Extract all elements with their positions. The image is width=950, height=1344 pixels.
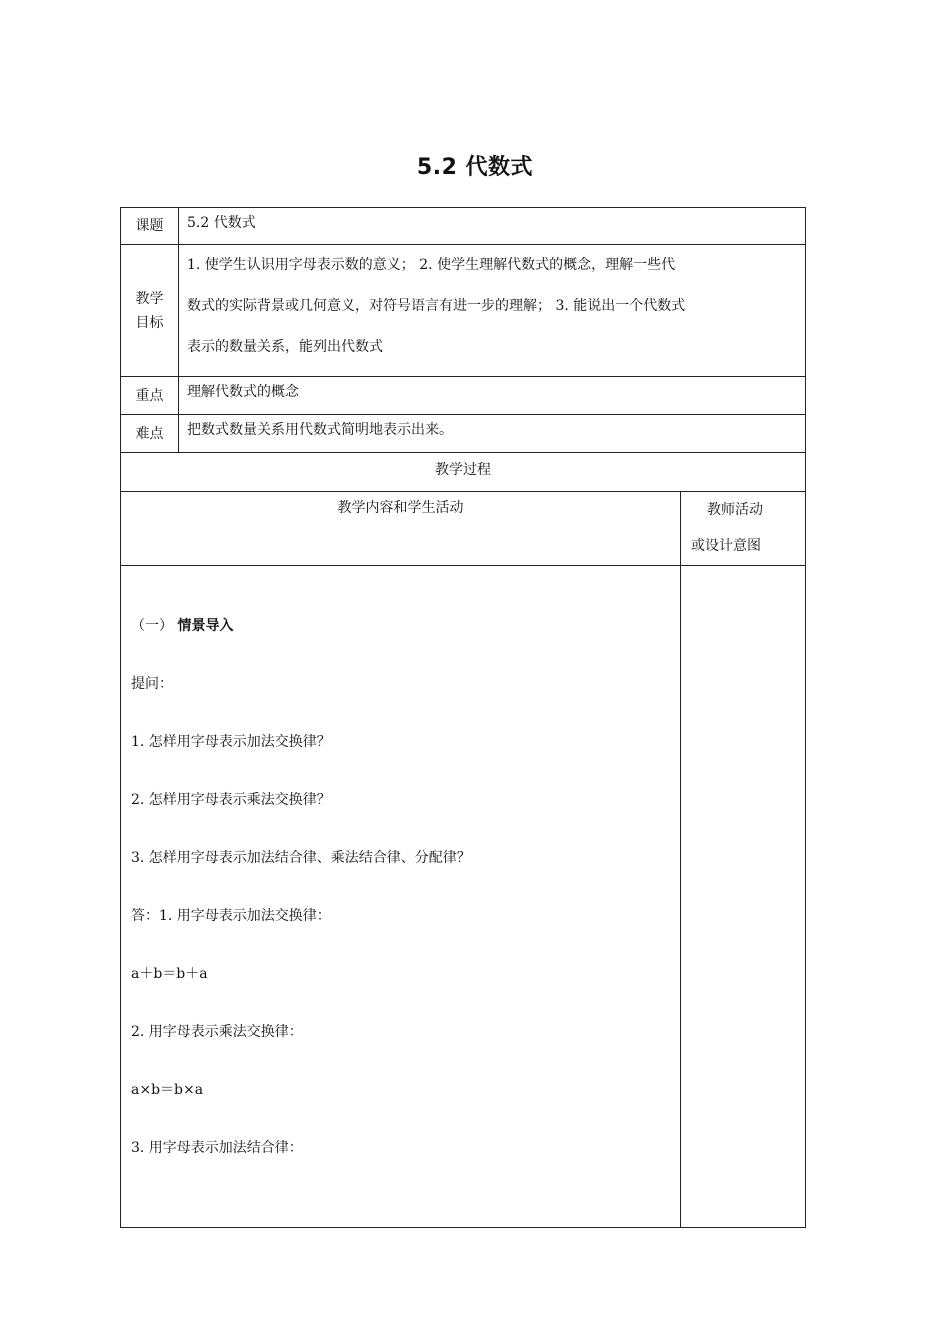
- content-line: 3. 怎样用字母表示加法结合律、乘法结合律、分配律？: [131, 850, 471, 866]
- content-body: [121, 566, 680, 1196]
- objectives-row: [121, 245, 806, 377]
- objectives-text: [179, 235, 805, 376]
- content-line: a＋b＝b＋a: [131, 966, 208, 982]
- section-heading: [131, 616, 670, 674]
- key-point-label: 重点: [121, 377, 179, 415]
- content-header: 教学内容和学生活动: [337, 500, 464, 516]
- teacher-header-cell: [681, 492, 806, 566]
- key-point-row: [121, 377, 806, 415]
- teacher-header: [681, 492, 805, 564]
- difficulty-value-cell: [179, 415, 806, 453]
- content-header-cell: [121, 492, 681, 566]
- teacher-notes-cell: [681, 566, 806, 1228]
- document-title: 5.2 代数式: [416, 155, 534, 180]
- lesson-plan-table: [120, 207, 806, 1228]
- key-point-value-cell: [179, 377, 806, 415]
- objectives-line: 表示的数量关系，能列出代数式: [187, 339, 383, 355]
- content-row: [121, 566, 806, 1228]
- teacher-header-line2: 或设计意图: [691, 538, 761, 554]
- objectives-label-line2: 目标: [135, 314, 164, 331]
- section-prefix: （一）: [131, 618, 173, 634]
- process-header-cell: [121, 453, 806, 492]
- content-line: 提问：: [131, 676, 173, 692]
- content-line: 2. 怎样用字母表示乘法交换律？: [131, 792, 331, 808]
- objectives-value-cell: [179, 245, 806, 377]
- teacher-header-line1: 教师活动: [707, 502, 763, 518]
- content-line: 2. 用字母表示乘法交换律：: [131, 1024, 303, 1040]
- topic-label: 课题: [121, 208, 179, 245]
- difficulty-row: [121, 415, 806, 453]
- content-line: 答：1. 用字母表示加法交换律：: [131, 908, 331, 924]
- objectives-line: 1. 使学生认识用字母表示数的意义； 2. 使学生理解代数式的概念，理解一些代: [187, 257, 676, 273]
- difficulty-label: 难点: [121, 415, 179, 453]
- objectives-label-line1: 教学: [135, 290, 164, 307]
- objectives-line: 数式的实际背景或几何意义，对符号语言有进一步的理解； 3. 能说出一个代数式: [187, 298, 686, 314]
- topic-value: 5.2 代数式: [187, 215, 256, 231]
- content-cell: [121, 566, 681, 1228]
- process-header-row: [121, 453, 806, 492]
- difficulty-value: 把数式数量关系用代数式简明地表示出来。: [187, 422, 453, 438]
- content-line: a×b＝b×a: [131, 1082, 204, 1098]
- content-line: 3. 用字母表示加法结合律：: [131, 1140, 303, 1156]
- content-line: 1. 怎样用字母表示加法交换律？: [131, 734, 331, 750]
- key-point-value: 理解代数式的概念: [187, 384, 299, 400]
- column-header-row: [121, 492, 806, 566]
- objectives-label: [121, 245, 179, 377]
- section-title: 情景导入: [177, 618, 234, 634]
- process-header: 教学过程: [435, 462, 491, 478]
